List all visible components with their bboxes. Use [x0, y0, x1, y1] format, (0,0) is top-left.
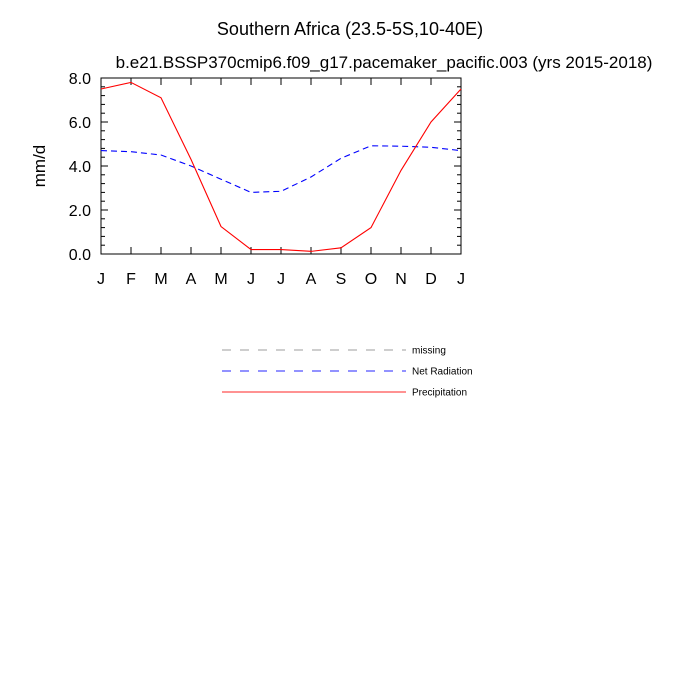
plot-frame	[101, 78, 461, 254]
series-line-net-radiation	[101, 146, 461, 193]
x-tick-label: D	[425, 271, 437, 288]
chart-subtitle: b.e21.BSSP370cmip6.f09_g17.pacemaker_pacific.003 (yrs 2015-2018)	[115, 53, 653, 72]
x-tick-label: N	[395, 271, 407, 288]
x-tick-label: F	[126, 271, 136, 288]
chart-title: Southern Africa (23.5-5S,10-40E)	[216, 19, 484, 39]
y-tick-label: 8.0	[68, 71, 91, 88]
x-tick-label: A	[305, 271, 317, 288]
series-line-precipitation	[101, 82, 461, 251]
x-tick-label: J	[457, 271, 465, 288]
y-tick-label: 2.0	[68, 203, 91, 220]
x-tick-label: J	[277, 271, 285, 288]
x-tick-label: J	[247, 271, 255, 288]
x-tick-label: M	[214, 271, 228, 288]
x-tick-label: M	[154, 271, 168, 288]
legend-label: missing	[412, 345, 446, 357]
y-tick-label: 0.0	[68, 247, 91, 264]
y-axis-label: mm/d	[30, 144, 49, 188]
x-tick-label: S	[335, 271, 347, 288]
x-tick-label: O	[364, 271, 378, 288]
y-tick-label: 6.0	[68, 115, 91, 132]
legend-label: Precipitation	[412, 387, 468, 399]
legend-label: Net Radiation	[412, 366, 473, 378]
x-tick-label: A	[185, 271, 197, 288]
x-tick-label: J	[97, 271, 105, 288]
y-tick-label: 4.0	[68, 159, 91, 176]
